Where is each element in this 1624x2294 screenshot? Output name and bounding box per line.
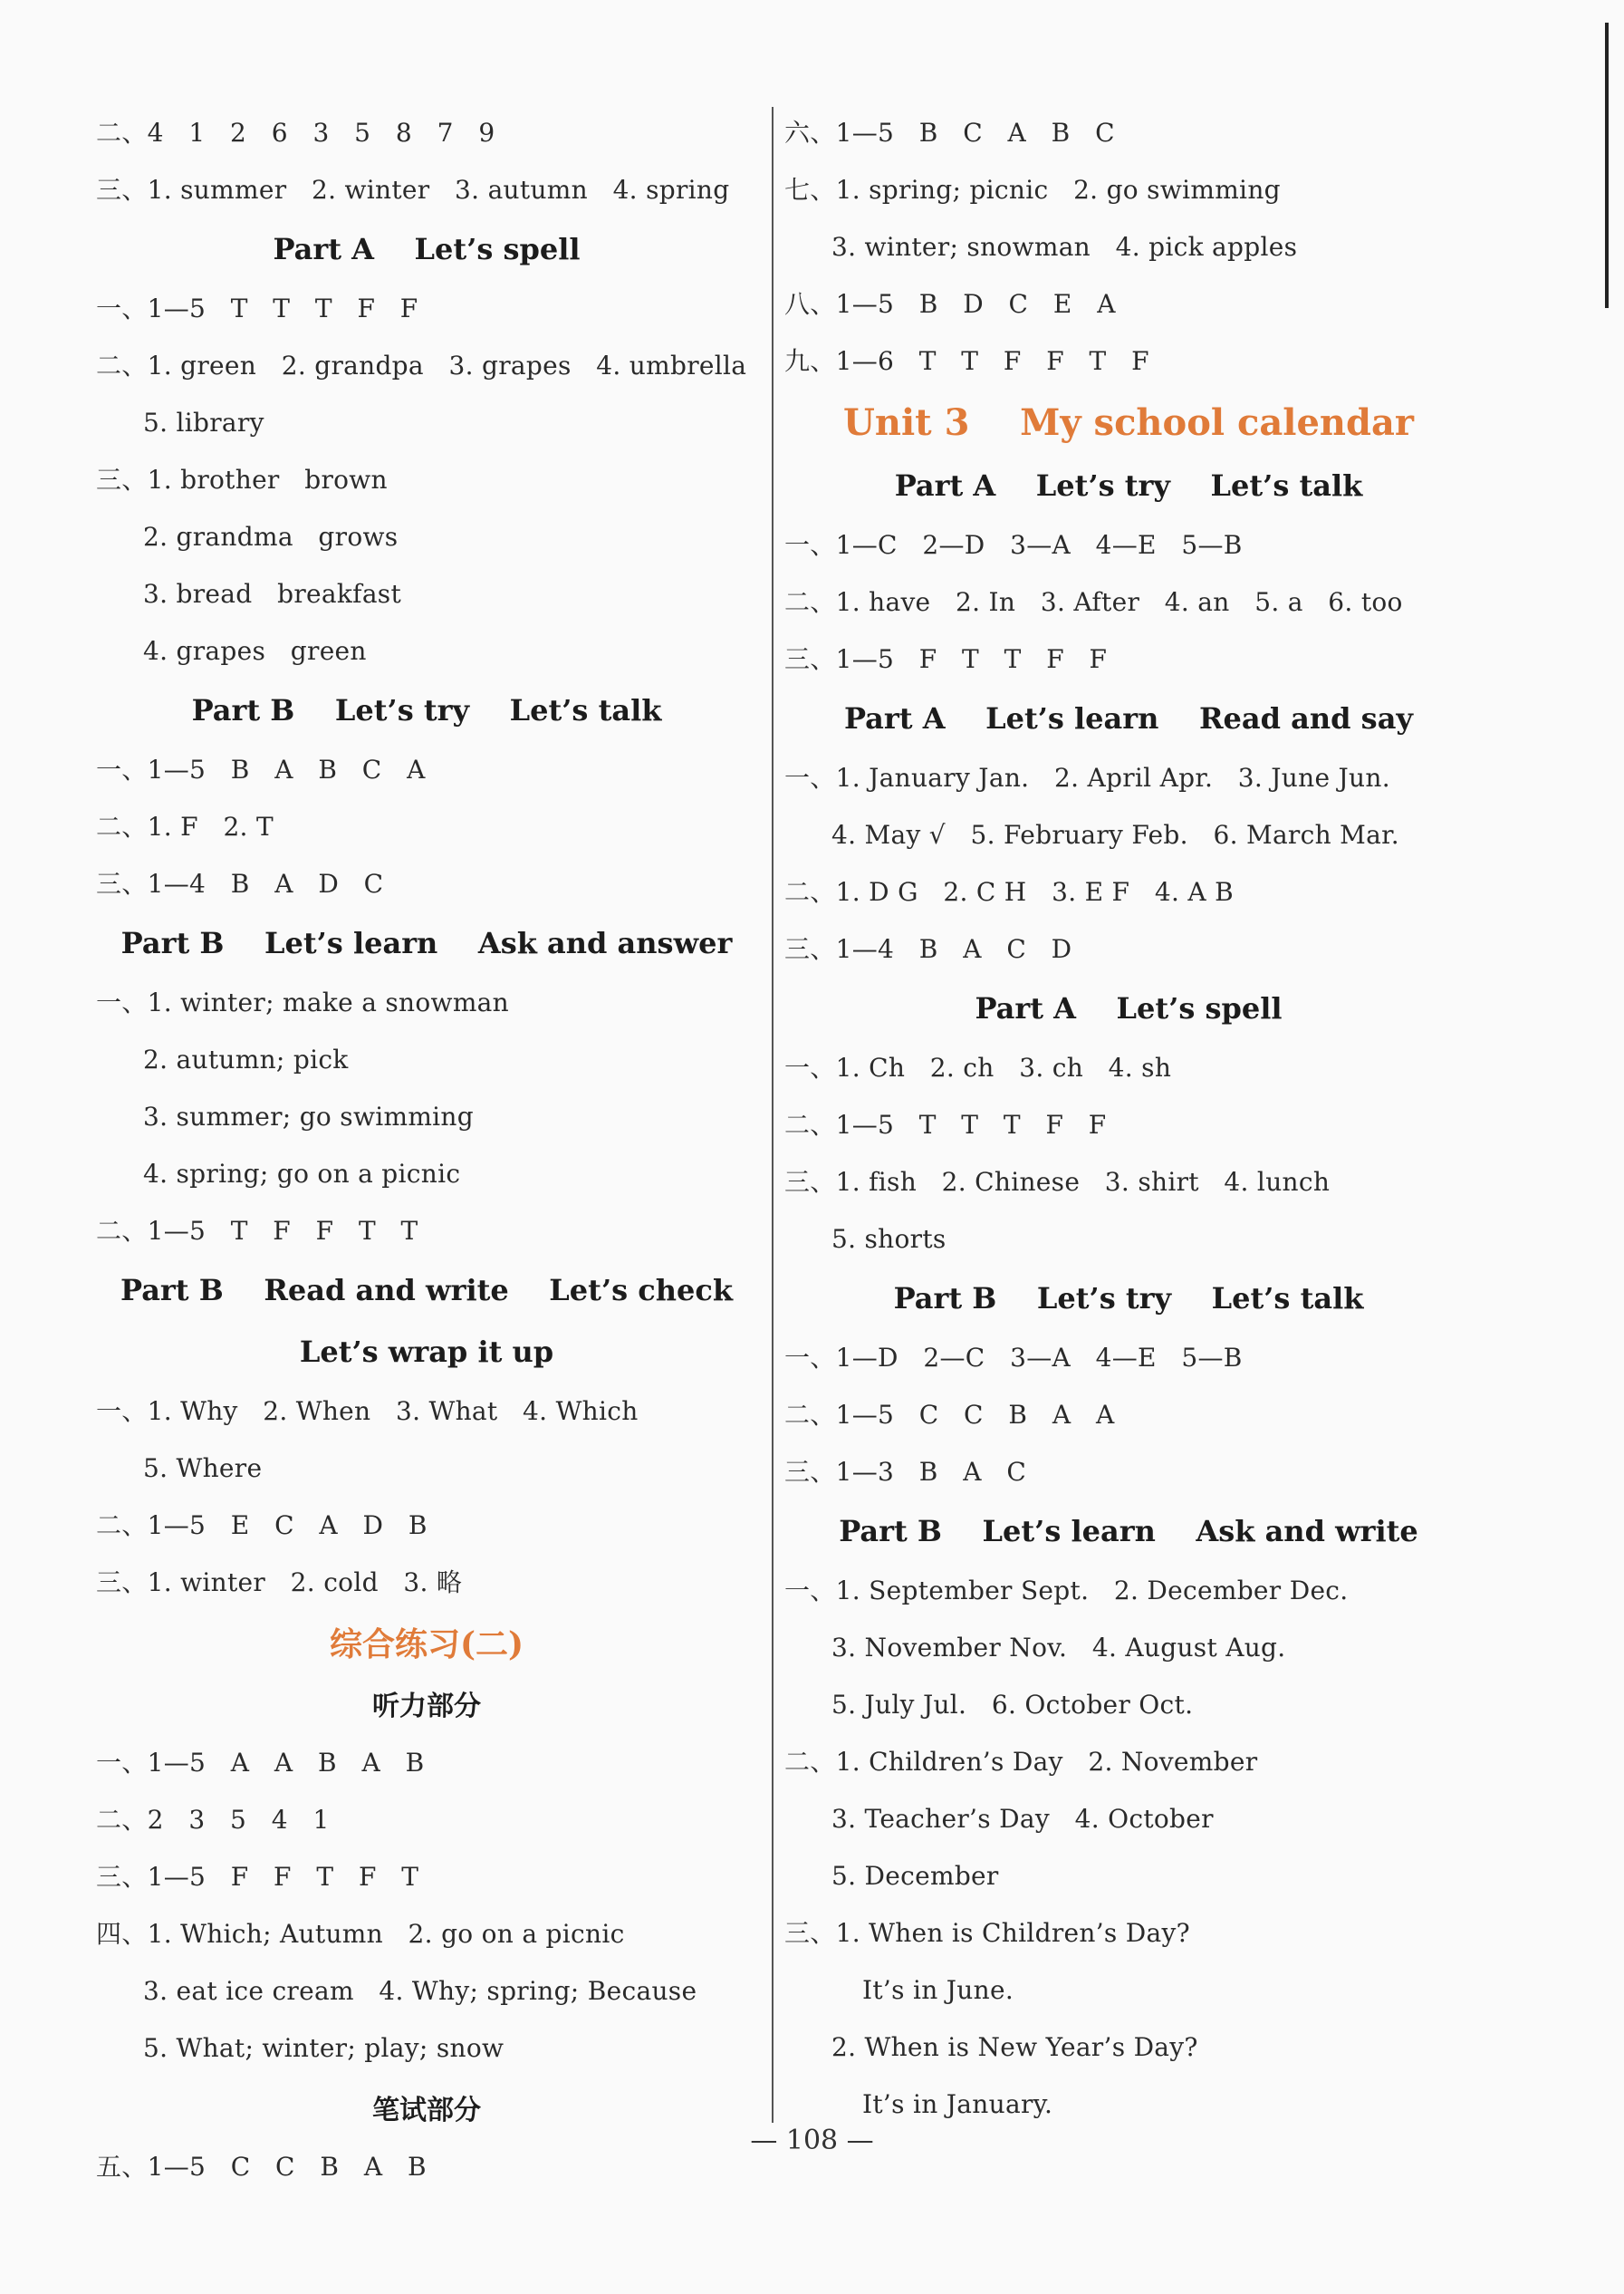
section-heading: Let’s wrap it up [299,1335,554,1369]
answer-line: 一、1. Ch 2. ch 3. ch 4. sh [784,1052,1172,1083]
unit-title: Unit 3 My school calendar [843,400,1414,444]
section-heading: Part B Read and write Let’s check [120,1273,733,1307]
answer-line: 三、1. summer 2. winter 3. autumn 4. spring [96,174,730,205]
answer-line: 三、1. fish 2. Chinese 3. shirt 4. lunch [784,1166,1331,1197]
answer-line-continued: 3. eat ice cream 4. Why; spring; Because [143,1975,697,2006]
answer-line: 三、1—4 B A D C [96,868,384,899]
answer-line: 一、1—5 T T T F F [96,293,418,323]
answer-line: 二、1. D G 2. C H 3. E F 4. A B [784,876,1234,907]
answer-line: 五、1—5 C C B A B [96,2151,427,2182]
review-title: 综合练习(二) [329,1624,524,1663]
answer-line-continued: 4. May √ 5. February Feb. 6. March Mar. [831,819,1399,850]
answer-line: 一、1—5 B A B C A [96,754,426,785]
answer-line-continued: 3. bread breakfast [143,578,402,609]
answer-line-continued: 2. When is New Year’s Day? [831,2031,1198,2062]
column-divider [772,107,774,2123]
answer-line: 八、1—5 B D C E A [784,288,1116,319]
answer-line: 二、1. Children’s Day 2. November [784,1746,1258,1777]
answer-line-continued: 5. Where [143,1452,263,1483]
answer-line: 三、1—5 F F T F T [96,1861,419,1892]
answer-line-continued: 2. grandma grows [143,521,399,552]
answer-line: 二、1. have 2. In 3. After 4. an 5. a 6. too [784,586,1403,617]
answer-line-continued: 5. library [143,407,264,438]
section-heading: Part A Let’s learn Read and say [843,701,1414,736]
answer-line-continued: 5. shorts [831,1223,947,1254]
answer-line: 一、1. winter; make a snowman [96,987,509,1017]
answer-line-continued: 3. November Nov. 4. August Aug. [831,1632,1286,1663]
answer-line-continued: 4. spring; go on a picnic [143,1158,461,1189]
answer-line: 四、1. Which; Autumn 2. go on a picnic [96,1918,625,1949]
page-edge-mark [1605,23,1609,308]
answer-line: 一、1. September Sept. 2. December Dec. [784,1575,1349,1605]
right-column [784,104,1473,2133]
answer-line: 六、1—5 B C A B C [784,117,1115,148]
answer-line: 一、1—C 2—D 3—A 4—E 5—B [784,529,1243,560]
answer-line: 一、1. Why 2. When 3. What 4. Which [96,1395,639,1426]
page-number: — 108 — [750,2125,874,2156]
answer-line: 三、1. brother brown [96,464,388,495]
section-heading: Part B Let’s try Let’s talk [191,693,662,728]
answer-line-response: It’s in January. [862,2088,1053,2119]
answer-line-continued: 5. December [831,1860,999,1891]
answer-line: 三、1. When is Children’s Day? [784,1917,1190,1948]
left-column [96,104,757,2195]
answer-line: 二、1—5 T F F T T [96,1215,418,1246]
answer-line-continued: 4. grapes green [143,635,367,666]
answer-line: 九、1—6 T T F F T F [784,345,1149,376]
section-heading: Part A Let’s spell [975,991,1283,1026]
section-heading: Part B Let’s try Let’s talk [893,1281,1364,1316]
section-heading: Part A Let’s spell [273,232,581,266]
answer-line: 二、1—5 T T T F F [784,1109,1107,1140]
answer-line: 二、1. F 2. T [96,811,274,842]
section-heading: Part B Let’s learn Ask and write [839,1514,1418,1548]
section-heading: Part A Let’s try Let’s talk [894,468,1363,503]
answer-line-continued: 3. Teacher’s Day 4. October [831,1803,1214,1834]
answer-line: 三、1—4 B A C D [784,933,1072,964]
sub-heading: 笔试部分 [372,2095,481,2126]
answer-line: 一、1. January Jan. 2. April Apr. 3. June Jun. [784,762,1390,793]
answer-line: 三、1. winter 2. cold 3. 略 [96,1566,463,1597]
answer-line: 三、1—3 B A C [784,1456,1027,1487]
answer-line: 一、1—D 2—C 3—A 4—E 5—B [784,1342,1243,1373]
answer-line-continued: 5. What; winter; play; snow [143,2032,504,2063]
answer-line: 二、2 3 5 4 1 [96,1804,330,1835]
answer-line: 二、4 1 2 6 3 5 8 7 9 [96,117,495,148]
answer-line-continued: 5. July Jul. 6. October Oct. [831,1689,1194,1720]
answer-line: 七、1. spring; picnic 2. go swimming [784,174,1281,205]
answer-line: 二、1—5 C C B A A [784,1399,1115,1430]
answer-line: 二、1—5 E C A D B [96,1509,428,1540]
answer-line-response: It’s in June. [862,1974,1014,2005]
answer-line-continued: 2. autumn; pick [143,1044,349,1075]
sub-heading: 听力部分 [372,1691,481,1722]
answer-line: 二、1. green 2. grandpa 3. grapes 4. umbrella [96,350,747,381]
answer-line-continued: 3. summer; go swimming [143,1101,474,1132]
answer-line: 三、1—5 F T T F F [784,643,1108,674]
section-heading: Part B Let’s learn Ask and answer [120,926,733,960]
answer-line: 一、1—5 A A B A B [96,1747,425,1778]
answer-line-continued: 3. winter; snowman 4. pick apples [831,231,1298,262]
